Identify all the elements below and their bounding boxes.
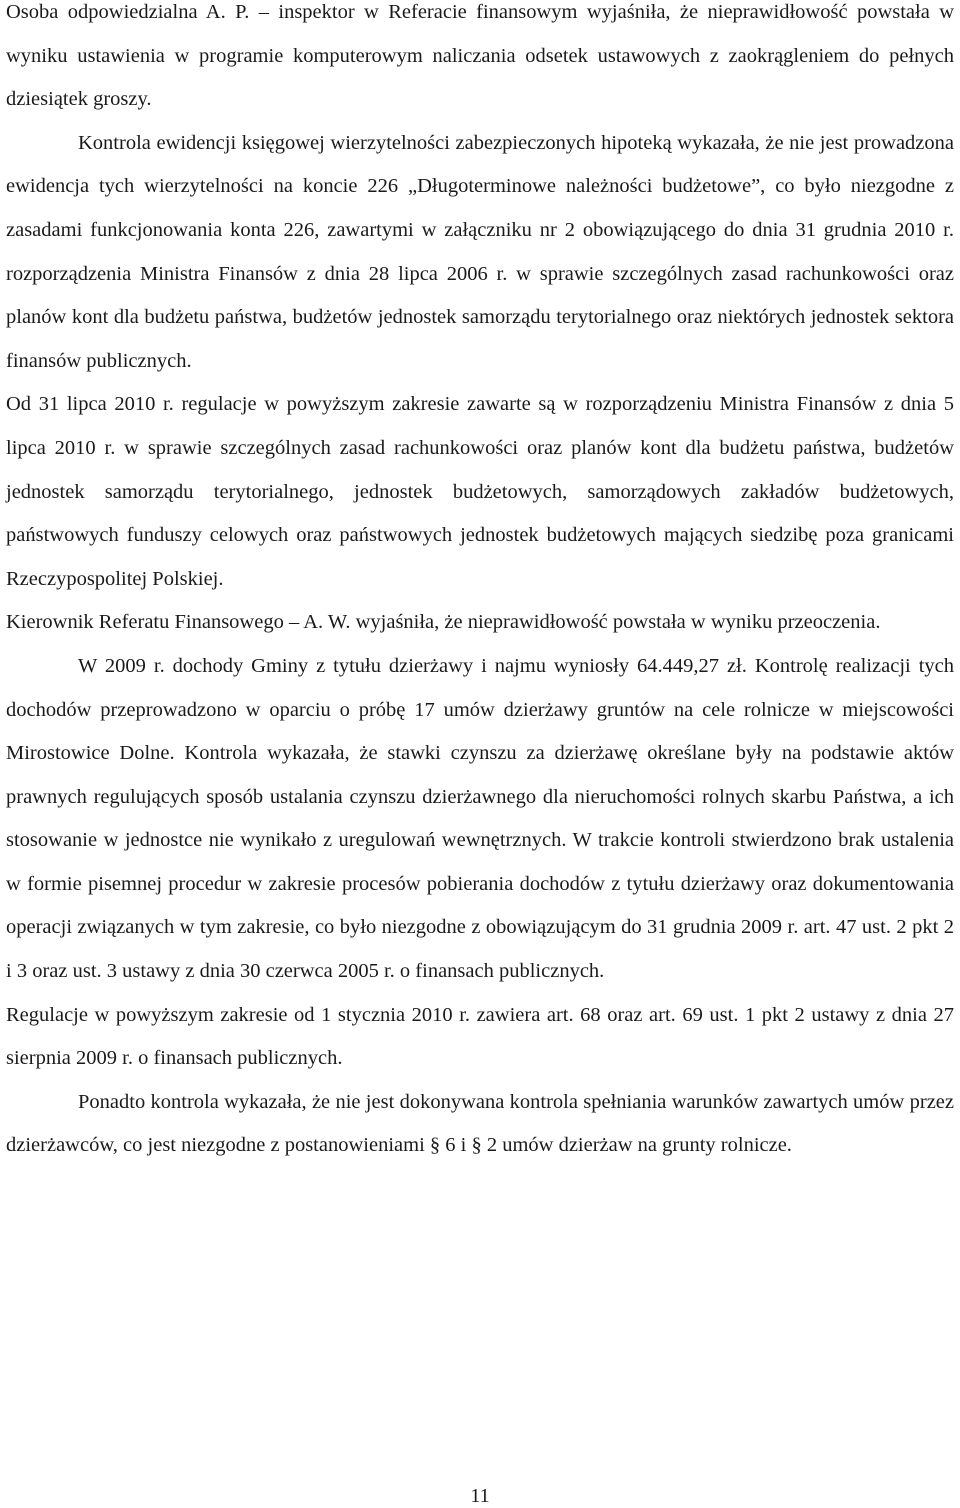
paragraph-regulation-2010: Od 31 lipca 2010 r. regulacje w powyższym zakresie zawarte są w rozporządzeniu Ministra Finansów z dnia 5 lipca 2010 r. w sprawie szczególnych zasad rachunkowości oraz planów kont dla budżetu państwa, budżetów jednostek samorządu terytorialnego, jednostek budżetowych, samorządowych zakładów budżetowych, państwowych funduszy celowych oraz państwowych jednostek budżetowych mających siedzibę poza granicami Rzeczypospolitej Polskiej. (6, 393, 954, 590)
paragraph-lease-income: W 2009 r. dochody Gminy z tytułu dzierżawy i najmu wyniosły 64.449,27 zł. Kontrolę realizacji tych dochodów przeprowadzono w oparciu o próbę 17 umów dzierżawy gruntów na cele rolnicze w miejscowości Mirostowice Dolne. Kontrola wykazała, że stawki czynszu za dzierżawę określane były na podstawie aktów prawnych regulujących sposób ustalania czynszu dzierżawnego dla nieruchomości rolnych skarbu Państwa, a ich stosowanie w jednostce nie wynikało z uregulowań wewnętrznych. W trakcie kontroli stwierdzono brak ustalenia w formie pisemnej procedur w zakresie procesów pobierania dochodów z tytułu dzierżawy oraz dokumentowania operacji związanych w tym zakresie, co było niezgodne z obowiązującym do 31 grudnia 2009 r. art. 47 ust. 2 pkt 2 i 3 oraz ust. 3 ustawy z dnia 30 czerwca 2005 r. o finansach publicznych. (6, 654, 954, 983)
paragraph-explanation-inspector: Osoba odpowiedzialna A. P. – inspektor w Referacie finansowym wyjaśniła, że nieprawidłowość powstała w wyniku ustawienia w programie komputerowym naliczania odsetek ustawowych z zaokrągleniem do pełnych dziesiątek groszy. (6, 1, 954, 111)
paragraph-lease-control: Ponadto kontrola wykazała, że nie jest dokonywana kontrola spełniania warunków zawartych umów przez dzierżawców, co jest niezgodne z postanowieniami § 6 i § 2 umów dzierżaw na grunty rolnicze. (6, 1090, 954, 1157)
paragraph-explanation-head: Kierownik Referatu Finansowego – A. W. wyjaśniła, że nieprawidłowość powstała w wyniku przeoczenia. (6, 611, 881, 634)
page-number: 11 (470, 1485, 490, 1507)
paragraph-mortgage-receivables: Kontrola ewidencji księgowej wierzytelności zabezpieczonych hipoteką wykazała, że nie jest prowadzona ewidencja tych wierzytelności na koncie 226 „Długoterminowe należności budżetowe”, co było niezgodne z zasadami funkcjonowania konta 226, zawartymi w załączniku nr 2 obowiązującego do dnia 31 grudnia 2010 r. rozporządzenia Ministra Finansów z dnia 28 lipca 2006 r. w sprawie szczególnych zasad rachunkowości oraz planów kont dla budżetu państwa, budżetów jednostek samorządu terytorialnego oraz niektórych jednostek sektora finansów publicznych. (6, 131, 954, 372)
document-page (6, 0, 954, 1168)
paragraph-regulation-finance-act: Regulacje w powyższym zakresie od 1 stycznia 2010 r. zawiera art. 68 oraz art. 69 ust. 1 pkt 2 ustawy z dnia 27 sierpnia 2009 r. o finansach publicznych. (6, 1003, 954, 1070)
